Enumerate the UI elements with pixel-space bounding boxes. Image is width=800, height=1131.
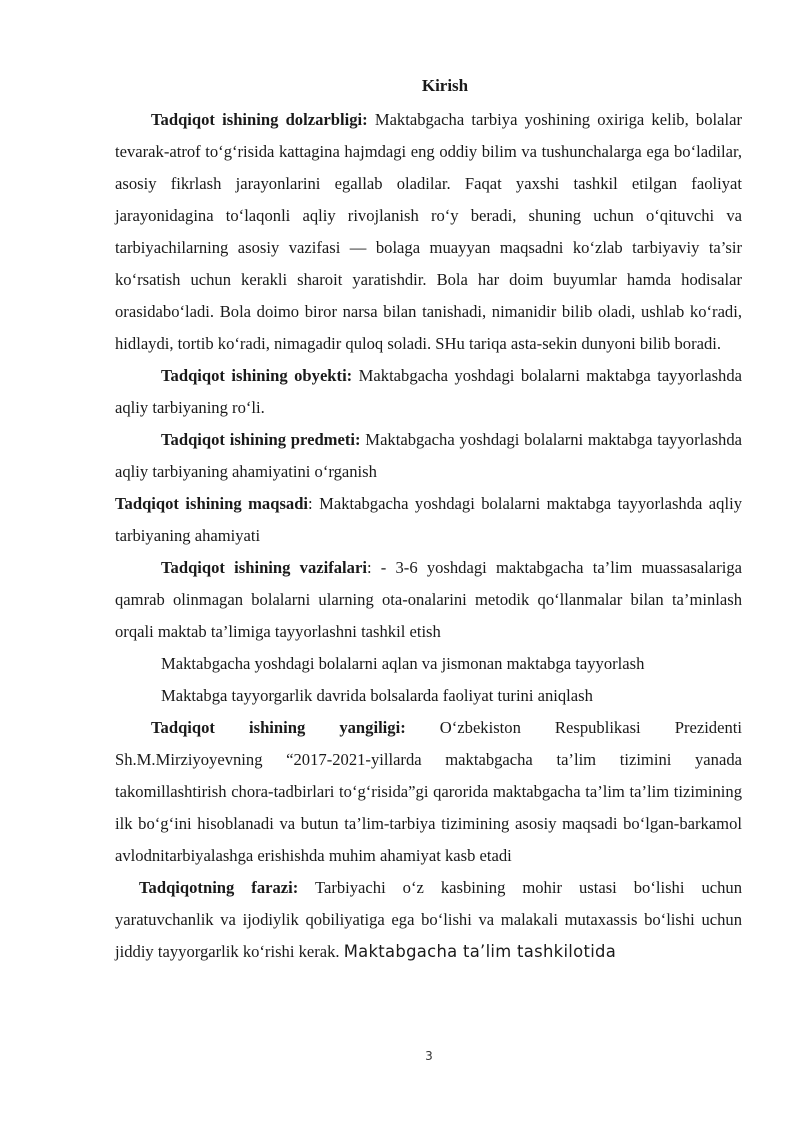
paragraph-faraz <box>115 872 742 968</box>
label-vazifalar: Tadqiqot ishining vazifalari <box>161 558 367 577</box>
paragraph-vazifalar <box>115 552 742 648</box>
text-yangilik: O‘zbekiston Respublikasi Prezidenti Sh.M.Mirziyoyevning “2017-2021-yillarda maktabgacha ta’lim tizimini yanada takomillashtirish chora-tadbirlari to‘g‘risida”gi qarorida maktabgacha ta’lim ta’lim tizimining ilk bo‘g‘ini hisoblanadi va butun ta’lim-tarbiya tizimining asosiy maqsadi bo‘lgan-barkamol avlodnitarbiyalashga erishishda muhim ahamiyat kasb etadi <box>115 718 742 865</box>
label-maqsad: Tadqiqot ishining maqsadi <box>115 494 309 513</box>
document-body <box>115 104 742 968</box>
paragraph-obyekt <box>115 360 742 424</box>
label-yangilik: Tadqiqot ishining yangiligi: <box>151 718 406 737</box>
text-maqsad: : Maktabgacha yoshdagi bolalarni maktabga tayyorlashda aqliy tarbiyaning ahamiyati <box>115 494 742 545</box>
paragraph-vazifalar-item3: Maktabga tayyorgarlik davrida bolsalarda faoliyat turini aniqlash <box>161 686 593 705</box>
label-predmet: Tadqiqot ishining predmeti: <box>161 430 361 449</box>
label-obyekt: Tadqiqot ishining obyekti: <box>161 366 353 385</box>
label-dolzarblik: Tadqiqot ishining dolzarbligi: <box>151 110 368 129</box>
paragraph-yangilik <box>115 712 742 872</box>
paragraph-dolzarblik <box>115 104 742 360</box>
text-obyekt: Maktabgacha yoshdagi bolalarni maktabga tayyorlashda aqliy tarbiyaning ro‘li. <box>115 366 742 417</box>
text-predmet: Maktabgacha yoshdagi bolalarni maktabga tayyorlashda aqliy tarbiyaning ahamiyatini o‘rganish <box>115 430 742 481</box>
paragraph-vazifalar-item2: Maktabgacha yoshdagi bolalarni aqlan va jismonan maktabga tayyorlash <box>161 654 645 673</box>
page-number: 3 <box>425 1049 433 1063</box>
label-faraz: Tadqiqotning farazi: <box>139 878 299 897</box>
text-faraz-tail: Maktabgacha ta’lim tashkilotida <box>343 942 617 961</box>
paragraph-maqsad <box>115 488 742 552</box>
text-dolzarblik: Maktabgacha tarbiya yoshining oxiriga kelib, bolalar tevarak-atrof to‘g‘risida kattagina hajmdagi eng oddiy bilim va tushunchalarga ega bo‘ladilar, asosiy fikrlash jarayonlarini egallab oladilar. Faqat yaxshi tashkil etilgan faoliyat jarayonidagina to‘laqonli aqliy rivojlanish ro‘y beradi, shuning uchun o‘qituvchi va tarbiyachilarning asosiy vazifasi — bolaga muayyan maqsadni ko‘zlab tarbiyaviy ta’sir ko‘rsatish uchun kerakli sharoit yaratishdir. Bola har doim buyumlar hamda hodisalar orasidabo‘ladi. Bola doimo biror narsa bilan tanishadi, nimanidir bilib oladi, ushlab ko‘radi, hidlaydi, tortib ko‘radi, nimagadir quloq soladi. SHu tariqa asta-sekin dunyoni bilib boradi. <box>115 110 743 353</box>
page-title: Kirish <box>421 76 469 95</box>
paragraph-predmet <box>115 424 742 488</box>
text-vazifalar: : - 3-6 yoshdagi maktabgacha ta’lim muassasalariga qamrab olinmagan bolalarni ularning ota-onalarini metodik qo‘llanmalar bilan ta’minlash orqali maktab ta’limiga tayyorlashni tashkil etish <box>115 558 742 641</box>
text-faraz: Tarbiyachi o‘z kasbining mohir ustasi bo‘lishi uchun yaratuvchanlik va ijodiylik qobiliyatiga ega bo‘lishi va malakali mutaxassis bo‘lishi uchun jiddiy tayyorgarlik ko‘rishi kerak. <box>115 878 742 961</box>
